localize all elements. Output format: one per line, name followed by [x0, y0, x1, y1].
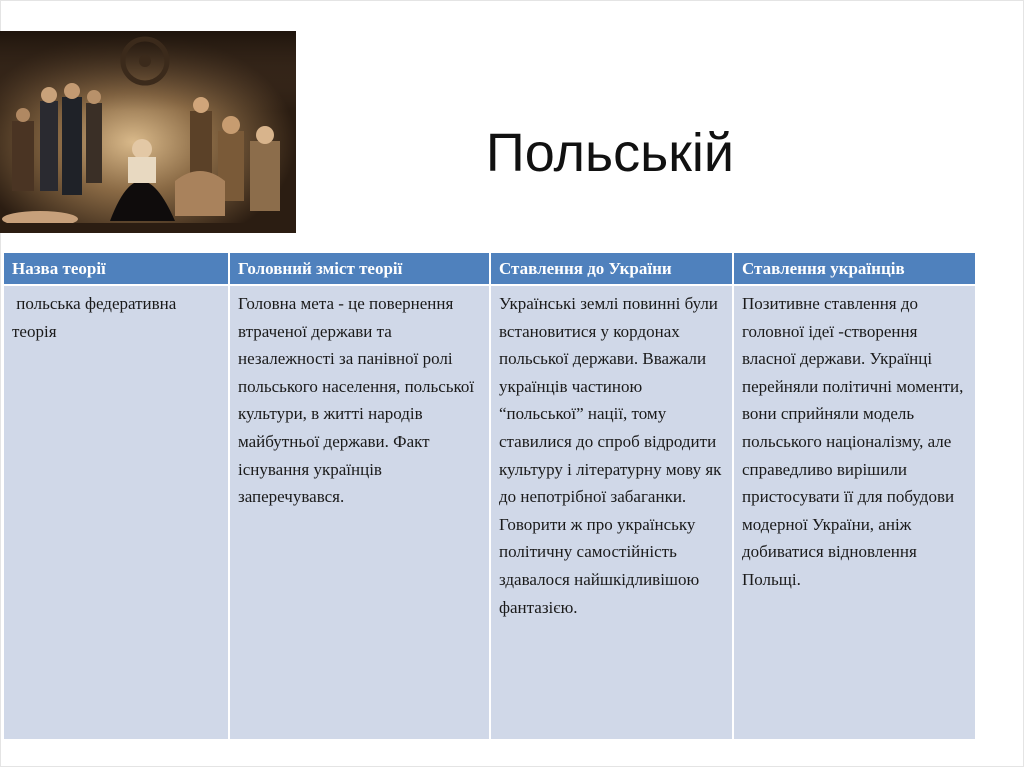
header-main-content: Головний зміст теорії — [229, 252, 490, 285]
header-theory-name: Назва теорії — [3, 252, 229, 285]
attitude-to-ukraine-text: Українські землі повинні були встановитися у кордонах польської держави. Вважали українців частиною “польської” нації, тому ставилися до спроб відродити культуру і літературну мову як до непотрібної забаганки. Говорити ж про українську політичну самостійність здавалося найшкідливішою фантазією. — [499, 294, 722, 617]
slide-title: Польській — [485, 123, 735, 183]
theory-table — [2, 251, 977, 741]
cell-theory-name — [3, 285, 229, 740]
cell-ukrainians-attitude — [733, 285, 976, 740]
main-content-text: Головна мета - це повернення втраченої держави та незалежності за панівної ролі польського населення, польської культури, в житті народів майбутньої держави. Факт існування українців заперечувався. — [238, 294, 475, 507]
ukrainians-attitude-text: Позитивне ставлення до головної ідеї -створення власної держави. Українці перейняли політичні моменти, вони сприйняли модель польського націоналізму, але справедливо вирішили пристосувати її для побудови модерної України, аніж добиватися відновлення Польщі. — [742, 294, 964, 589]
header-attitude-to-ukraine: Ставлення до України — [490, 252, 733, 285]
historical-painting-image — [0, 31, 296, 233]
theory-name-text: польська федеративна теорія — [12, 294, 181, 341]
table-row — [3, 285, 976, 740]
table-header-row — [3, 252, 976, 285]
cell-main-content — [229, 285, 490, 740]
cell-attitude-to-ukraine — [490, 285, 733, 740]
header-ukrainians-attitude: Ставлення українців — [733, 252, 976, 285]
